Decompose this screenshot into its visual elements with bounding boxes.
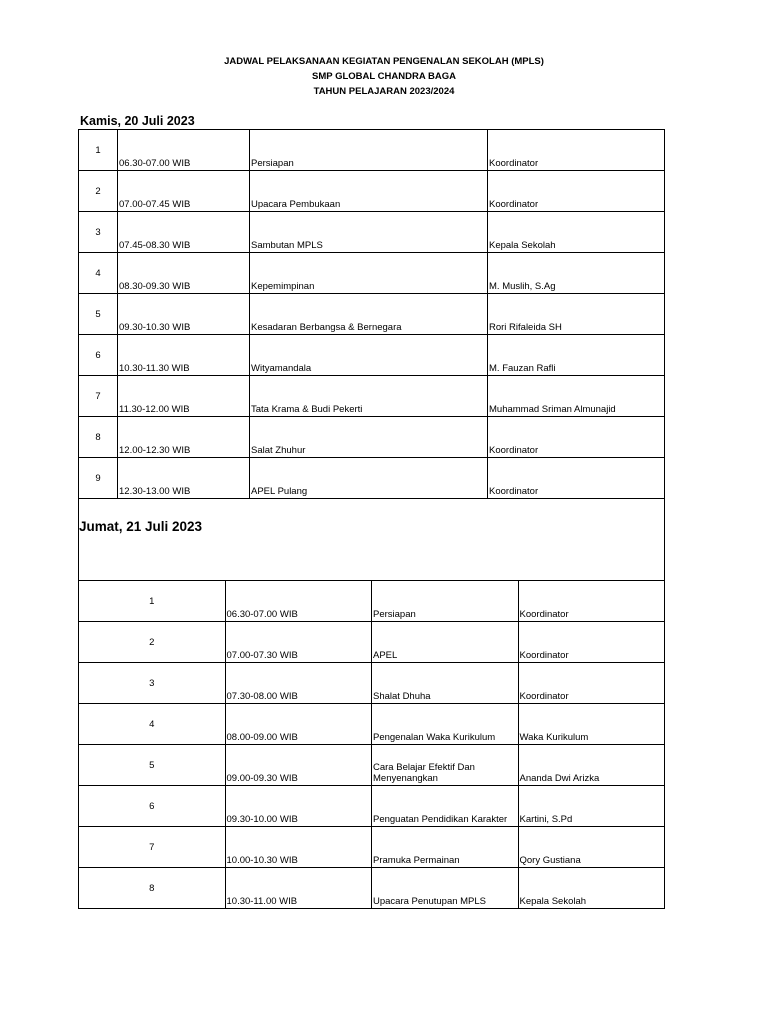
table-row bbox=[79, 171, 665, 212]
person-in-charge-cell: Kepala Sekolah bbox=[488, 212, 665, 253]
table-row bbox=[79, 663, 665, 704]
time-cell: 12.00-12.30 WIB bbox=[118, 417, 250, 458]
activity-cell: APEL bbox=[372, 622, 519, 663]
row-number: 8 bbox=[79, 868, 226, 909]
table-row bbox=[79, 458, 665, 499]
table-row bbox=[79, 376, 665, 417]
document-header bbox=[0, 54, 768, 99]
activity-cell: Persiapan bbox=[372, 581, 519, 622]
person-in-charge-cell: Koordinator bbox=[488, 417, 665, 458]
table-row bbox=[79, 622, 665, 663]
row-number: 4 bbox=[79, 253, 118, 294]
time-cell: 12.30-13.00 WIB bbox=[118, 458, 250, 499]
time-cell: 10.00-10.30 WIB bbox=[225, 827, 372, 868]
activity-cell: Shalat Dhuha bbox=[372, 663, 519, 704]
table-row bbox=[79, 827, 665, 868]
person-in-charge-cell: Koordinator bbox=[488, 171, 665, 212]
time-cell: 11.30-12.00 WIB bbox=[118, 376, 250, 417]
activity-cell: Penguatan Pendidikan Karakter bbox=[372, 786, 519, 827]
row-number: 3 bbox=[79, 212, 118, 253]
person-in-charge-cell: Koordinator bbox=[488, 458, 665, 499]
person-in-charge-cell: Koordinator bbox=[518, 622, 665, 663]
time-cell: 07.00-07.45 WIB bbox=[118, 171, 250, 212]
row-number: 4 bbox=[79, 704, 226, 745]
table-row bbox=[79, 130, 665, 171]
time-cell: 07.00-07.30 WIB bbox=[225, 622, 372, 663]
row-number: 2 bbox=[79, 171, 118, 212]
row-number: 1 bbox=[79, 581, 226, 622]
person-in-charge-cell: Ananda Dwi Arizka bbox=[518, 745, 665, 786]
activity-cell: Pengenalan Waka Kurikulum bbox=[372, 704, 519, 745]
table-row bbox=[79, 868, 665, 909]
activity-cell: APEL Pulang bbox=[250, 458, 488, 499]
activity-cell: Kepemimpinan bbox=[250, 253, 488, 294]
table-row bbox=[79, 335, 665, 376]
table-row bbox=[79, 294, 665, 335]
time-cell: 07.45-08.30 WIB bbox=[118, 212, 250, 253]
row-number: 5 bbox=[79, 294, 118, 335]
table-row bbox=[79, 704, 665, 745]
row-number: 6 bbox=[79, 786, 226, 827]
activity-cell: Sambutan MPLS bbox=[250, 212, 488, 253]
table-row bbox=[79, 212, 665, 253]
row-number: 2 bbox=[79, 622, 226, 663]
row-number: 7 bbox=[79, 827, 226, 868]
person-in-charge-cell: Koordinator bbox=[488, 130, 665, 171]
person-in-charge-cell: Muhammad Sriman Almunajid bbox=[488, 376, 665, 417]
person-in-charge-cell: Koordinator bbox=[518, 581, 665, 622]
person-in-charge-cell: Qory Gustiana bbox=[518, 827, 665, 868]
activity-cell: Cara Belajar Efektif Dan Menyenangkan bbox=[372, 745, 519, 786]
time-cell: 10.30-11.00 WIB bbox=[225, 868, 372, 909]
person-in-charge-cell: Kartini, S.Pd bbox=[518, 786, 665, 827]
activity-cell: Persiapan bbox=[250, 130, 488, 171]
table-row bbox=[79, 417, 665, 458]
table-row bbox=[79, 253, 665, 294]
person-in-charge-cell: M. Fauzan Rafli bbox=[488, 335, 665, 376]
row-number: 6 bbox=[79, 335, 118, 376]
row-number: 9 bbox=[79, 458, 118, 499]
day1-title: Kamis, 20 Juli 2023 bbox=[80, 114, 195, 128]
table-row bbox=[79, 745, 665, 786]
activity-cell: Salat Zhuhur bbox=[250, 417, 488, 458]
activity-cell: Upacara Pembukaan bbox=[250, 171, 488, 212]
time-cell: 09.00-09.30 WIB bbox=[225, 745, 372, 786]
time-cell: 10.30-11.30 WIB bbox=[118, 335, 250, 376]
person-in-charge-cell: Koordinator bbox=[518, 663, 665, 704]
row-number: 7 bbox=[79, 376, 118, 417]
table-row bbox=[79, 581, 665, 622]
day2-title-row bbox=[79, 499, 665, 581]
person-in-charge-cell: Waka Kurikulum bbox=[518, 704, 665, 745]
person-in-charge-cell: Kepala Sekolah bbox=[518, 868, 665, 909]
time-cell: 09.30-10.00 WIB bbox=[225, 786, 372, 827]
day2-title: Jumat, 21 Juli 2023 bbox=[79, 499, 665, 581]
activity-cell: Upacara Penutupan MPLS bbox=[372, 868, 519, 909]
person-in-charge-cell: Rori Rifaleida SH bbox=[488, 294, 665, 335]
row-number: 8 bbox=[79, 417, 118, 458]
time-cell: 06.30-07.00 WIB bbox=[225, 581, 372, 622]
header-title: JADWAL PELAKSANAAN KEGIATAN PENGENALAN SEKOLAH (MPLS) bbox=[224, 56, 544, 67]
activity-cell: Wityamandala bbox=[250, 335, 488, 376]
time-cell: 08.30-09.30 WIB bbox=[118, 253, 250, 294]
table-row bbox=[79, 786, 665, 827]
activity-cell: Kesadaran Berbangsa & Bernegara bbox=[250, 294, 488, 335]
time-cell: 07.30-08.00 WIB bbox=[225, 663, 372, 704]
time-cell: 09.30-10.30 WIB bbox=[118, 294, 250, 335]
activity-cell: Pramuka Permainan bbox=[372, 827, 519, 868]
row-number: 1 bbox=[79, 130, 118, 171]
schedule-table-day2 bbox=[78, 498, 665, 909]
header-year: TAHUN PELAJARAN 2023/2024 bbox=[313, 86, 455, 97]
activity-cell: Tata Krama & Budi Pekerti bbox=[250, 376, 488, 417]
schedule-table-day1 bbox=[78, 129, 665, 499]
header-school: SMP GLOBAL CHANDRA BAGA bbox=[312, 71, 456, 82]
row-number: 5 bbox=[79, 745, 226, 786]
row-number: 3 bbox=[79, 663, 226, 704]
person-in-charge-cell: M. Muslih, S.Ag bbox=[488, 253, 665, 294]
time-cell: 08.00-09.00 WIB bbox=[225, 704, 372, 745]
time-cell: 06.30-07.00 WIB bbox=[118, 130, 250, 171]
